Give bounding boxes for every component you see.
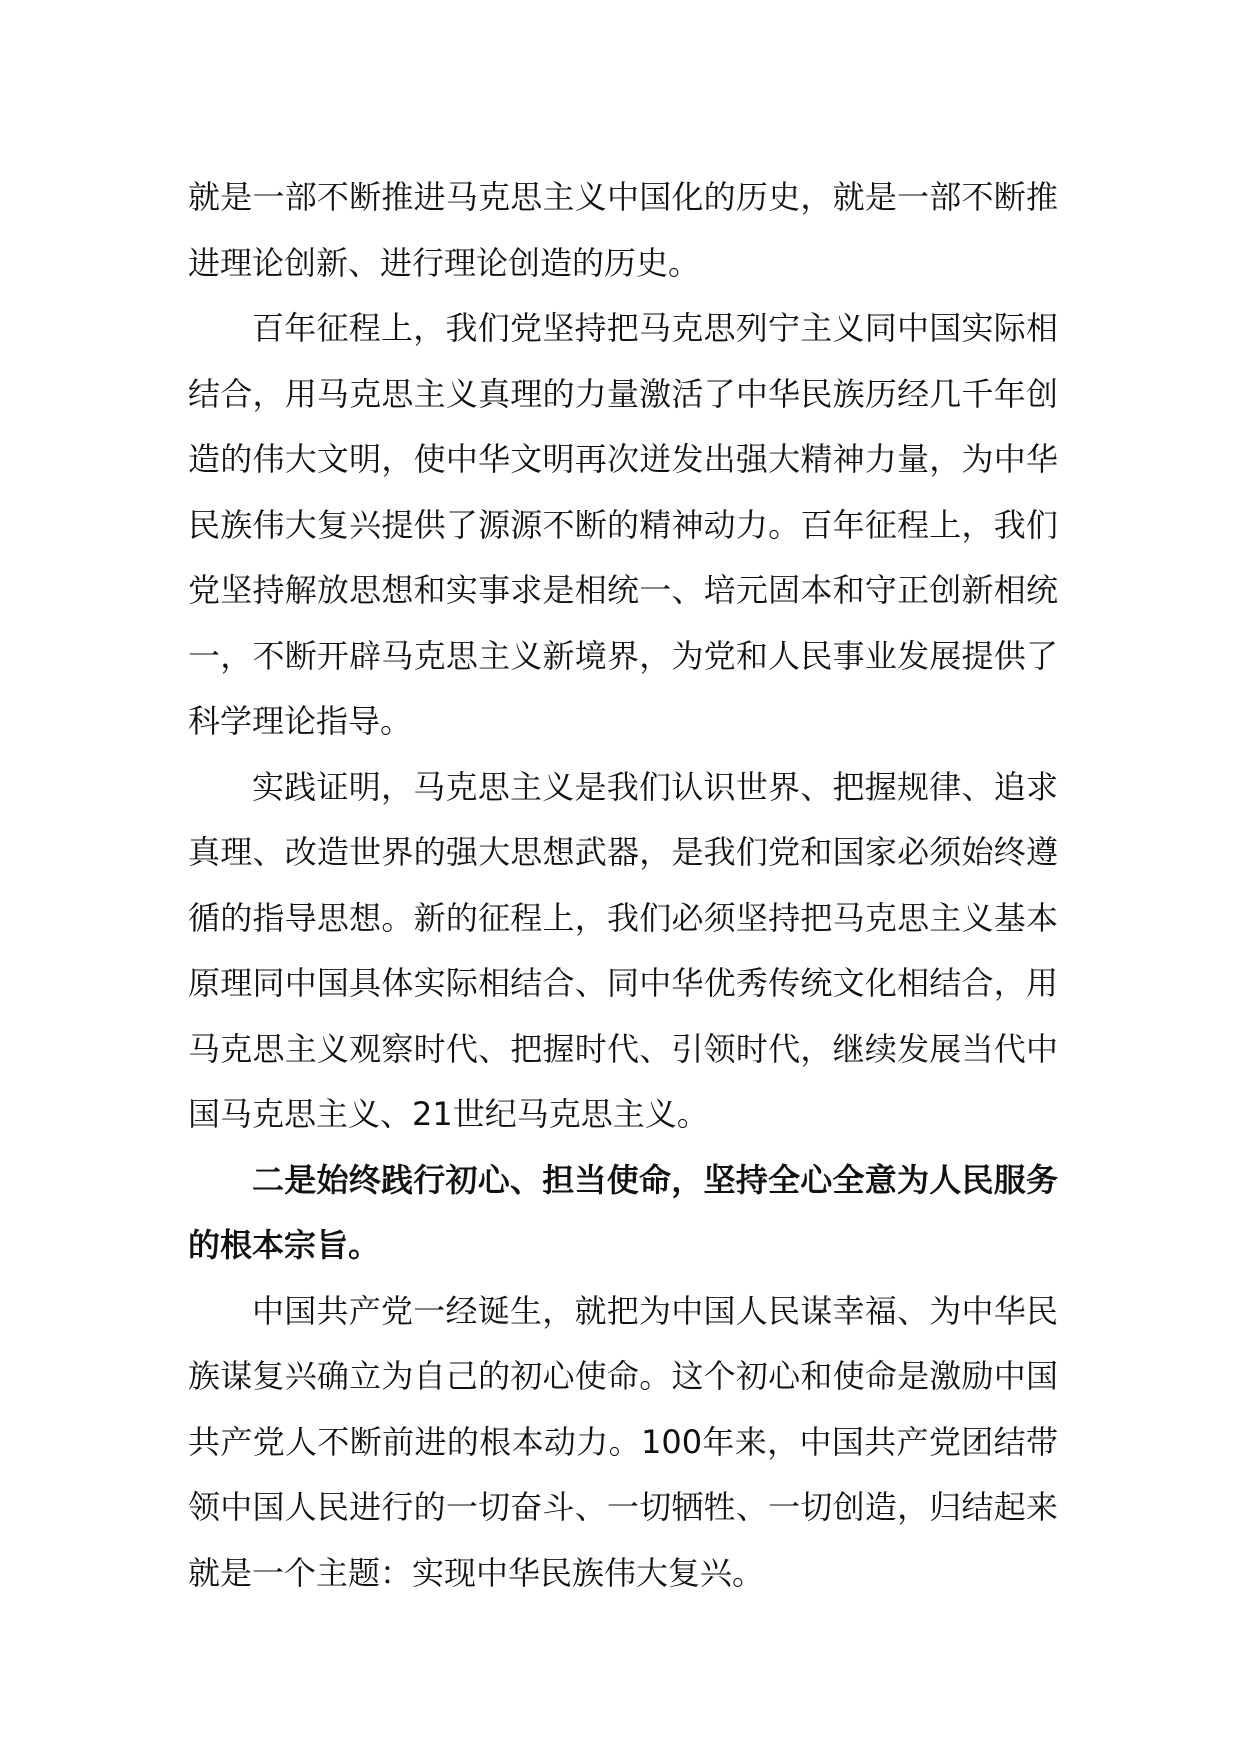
paragraph-century-journey: 百年征程上，我们党坚持把马克思列宁主义同中国实际相结合，用马克思主义真理的力量激活了中华民族历经几千年创造的伟大文明，使中华文明再次迸发出强大精神力量，为中华民族伟大复兴提供了源源不断的精神动力。百年征程上，我们党坚持解放思想和实事求是相统一、培元固本和守正创新相统一，不断开辟马克思主义新境界，为党和人民事业发展提供了科学理论指导。 [188, 309, 1058, 740]
paragraph-practice-proves: 实践证明，马克思主义是我们认识世界、把握规律、追求真理、改造世界的强大思想武器，是我们党和国家必须始终遵循的指导思想。新的征程上，我们必须坚持把马克思主义基本原理同中国具体实际相结合、同中华优秀传统文化相结合，用马克思主义观察时代、把握时代、引领时代，继续发展当代中国马克思主义、21世纪马克思主义。 [188, 767, 1058, 1133]
paragraph-original-mission: 中国共产党一经诞生，就把为中国人民谋幸福、为中华民族谋复兴确立为自己的初心使命。这个初心和使命是激励中国共产党人不断前进的根本动力。100年来，中国共产党团结带领中国人民进行的一切奋斗、一切牺牲、一切创造，归结起来就是一个主题：实现中华民族伟大复兴。 [188, 1291, 1058, 1592]
paragraph-continuation: 就是一部不断推进马克思主义中国化的历史，就是一部不断推进理论创新、进行理论创造的历史。 [188, 178, 1058, 282]
document-body [188, 165, 1058, 1606]
section-heading: 二是始终践行初心、担当使命，坚持全心全意为人民服务的根本宗旨。 [188, 1160, 1058, 1264]
